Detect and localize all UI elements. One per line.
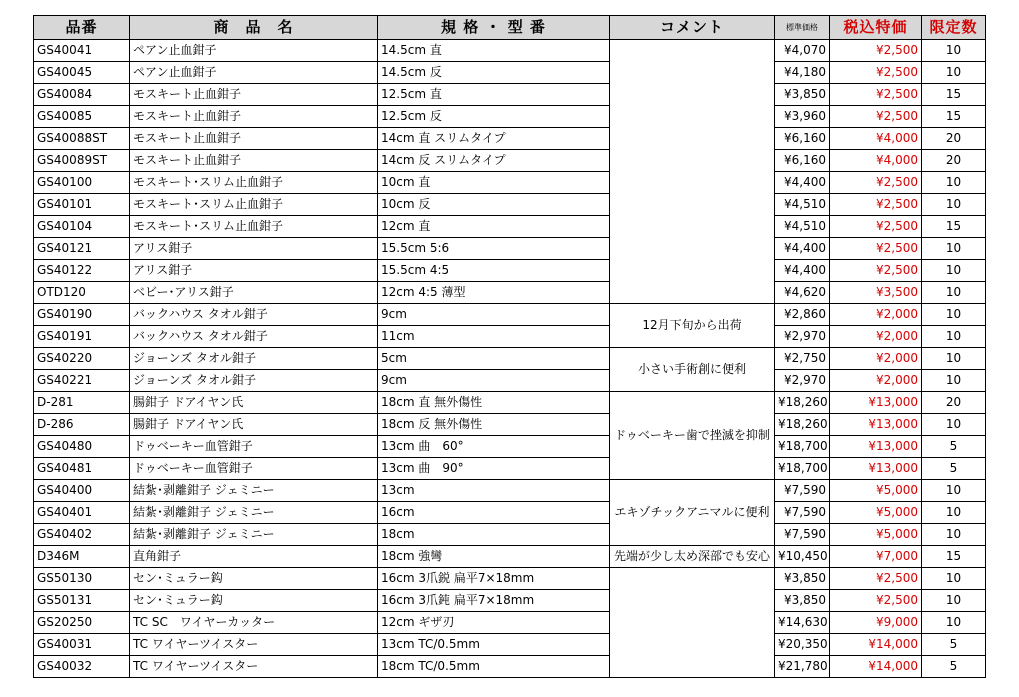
cell-code: GS40031 [34,634,130,656]
cell-code: GS40400 [34,480,130,502]
cell-std-price: ¥21,780 [775,656,830,678]
cell-spec: 15.5cm 4:5 [378,260,610,282]
table-row [34,414,986,436]
cell-std-price: ¥18,260 [775,392,830,414]
cell-limit: 10 [922,238,986,260]
table-row [34,458,986,480]
cell-std-price: ¥4,400 [775,260,830,282]
cell-sale-price: ¥2,500 [830,194,922,216]
header-code: 品番 [34,16,130,40]
cell-name: 直角鉗子 [130,546,378,568]
cell-code: GS40088ST [34,128,130,150]
header-limit: 限定数 [922,16,986,40]
table-body [34,40,986,678]
cell-sale-price: ¥2,000 [830,370,922,392]
cell-sale-price: ¥4,000 [830,128,922,150]
cell-sale-price: ¥5,000 [830,524,922,546]
cell-limit: 15 [922,106,986,128]
cell-code: D346M [34,546,130,568]
cell-sale-price: ¥2,500 [830,84,922,106]
cell-comment: エキゾチックアニマルに便利 [610,480,775,546]
cell-limit: 10 [922,282,986,304]
cell-spec: 16cm 3爪鋭 扁平7×18mm [378,568,610,590]
cell-code: GS40101 [34,194,130,216]
cell-limit: 10 [922,194,986,216]
cell-spec: 15.5cm 5:6 [378,238,610,260]
cell-name: ドゥベーキー血管鉗子 [130,458,378,480]
header-std-price: 標準価格 [775,16,830,40]
cell-sale-price: ¥2,500 [830,62,922,84]
cell-sale-price: ¥5,000 [830,502,922,524]
table-row [34,436,986,458]
cell-comment [610,568,775,678]
cell-spec: 13cm [378,480,610,502]
table-row [34,326,986,348]
table-row [34,392,986,414]
cell-spec: 18cm TC/0.5mm [378,656,610,678]
cell-sale-price: ¥13,000 [830,436,922,458]
header-name: 商 品 名 [130,16,378,40]
cell-sale-price: ¥2,000 [830,326,922,348]
cell-code: D-281 [34,392,130,414]
cell-limit: 15 [922,216,986,238]
cell-limit: 10 [922,612,986,634]
cell-limit: 10 [922,62,986,84]
cell-sale-price: ¥2,000 [830,348,922,370]
cell-sale-price: ¥2,000 [830,304,922,326]
cell-name: ジョーンズ タオル鉗子 [130,370,378,392]
cell-code: GS40100 [34,172,130,194]
cell-std-price: ¥18,700 [775,436,830,458]
cell-code: GS50131 [34,590,130,612]
cell-comment: 小さい手術創に便利 [610,348,775,392]
cell-sale-price: ¥2,500 [830,216,922,238]
cell-code: GS40041 [34,40,130,62]
cell-spec: 16cm 3爪鈍 扁平7×18mm [378,590,610,612]
cell-code: GS40104 [34,216,130,238]
table-row [34,84,986,106]
cell-spec: 18cm 強彎 [378,546,610,568]
cell-name: モスキート･スリム止血鉗子 [130,194,378,216]
cell-std-price: ¥2,860 [775,304,830,326]
cell-spec: 11cm [378,326,610,348]
header-spec: 規 格 ・ 型 番 [378,16,610,40]
cell-spec: 12.5cm 直 [378,84,610,106]
table-row [34,282,986,304]
cell-name: ベビー･アリス鉗子 [130,282,378,304]
cell-std-price: ¥7,590 [775,502,830,524]
table-row [34,656,986,678]
cell-spec: 18cm 反 無外傷性 [378,414,610,436]
table-row [34,172,986,194]
cell-code: GS40190 [34,304,130,326]
cell-name: モスキート･スリム止血鉗子 [130,172,378,194]
cell-limit: 15 [922,546,986,568]
cell-std-price: ¥3,960 [775,106,830,128]
cell-name: モスキート止血鉗子 [130,84,378,106]
cell-sale-price: ¥7,000 [830,546,922,568]
cell-name: TC ワイヤーツイスター [130,634,378,656]
cell-limit: 10 [922,260,986,282]
cell-spec: 10cm 反 [378,194,610,216]
header-comment: コメント [610,16,775,40]
cell-code: GS40121 [34,238,130,260]
cell-spec: 14.5cm 反 [378,62,610,84]
cell-name: ペアン止血鉗子 [130,62,378,84]
table-row [34,348,986,370]
cell-std-price: ¥18,260 [775,414,830,436]
table-row [34,150,986,172]
cell-name: 腸鉗子 ドアイヤン氏 [130,414,378,436]
cell-std-price: ¥18,700 [775,458,830,480]
cell-code: GS40481 [34,458,130,480]
cell-name: アリス鉗子 [130,238,378,260]
cell-limit: 5 [922,656,986,678]
price-list-table [33,15,986,678]
cell-sale-price: ¥9,000 [830,612,922,634]
cell-name: 結紮･剥離鉗子 ジェミニー [130,480,378,502]
table-row [34,106,986,128]
cell-std-price: ¥3,850 [775,590,830,612]
cell-limit: 10 [922,524,986,546]
cell-code: GS40045 [34,62,130,84]
cell-code: GS40085 [34,106,130,128]
cell-sale-price: ¥14,000 [830,656,922,678]
cell-std-price: ¥4,400 [775,238,830,260]
cell-spec: 9cm [378,370,610,392]
cell-name: ペアン止血鉗子 [130,40,378,62]
cell-spec: 12cm 4:5 薄型 [378,282,610,304]
cell-limit: 20 [922,392,986,414]
table-row [34,370,986,392]
cell-limit: 10 [922,326,986,348]
table-row [34,260,986,282]
cell-name: セン･ミュラー鈎 [130,590,378,612]
cell-code: GS40089ST [34,150,130,172]
cell-comment: 先端が少し太め深部でも安心 [610,546,775,568]
cell-code: GS40122 [34,260,130,282]
cell-name: 結紮･剥離鉗子 ジェミニー [130,502,378,524]
cell-sale-price: ¥2,500 [830,238,922,260]
cell-limit: 5 [922,436,986,458]
cell-limit: 10 [922,172,986,194]
header-row [34,16,986,40]
cell-std-price: ¥14,630 [775,612,830,634]
cell-spec: 12cm ギザ刃 [378,612,610,634]
table-row [34,524,986,546]
cell-std-price: ¥4,400 [775,172,830,194]
table-row [34,502,986,524]
cell-limit: 10 [922,348,986,370]
cell-limit: 10 [922,590,986,612]
cell-comment [610,40,775,304]
cell-name: モスキート止血鉗子 [130,128,378,150]
cell-sale-price: ¥2,500 [830,40,922,62]
cell-limit: 5 [922,634,986,656]
cell-code: GS40032 [34,656,130,678]
cell-limit: 10 [922,480,986,502]
cell-spec: 18cm 直 無外傷性 [378,392,610,414]
cell-comment: ドゥベーキー歯で挫滅を抑制 [610,392,775,480]
cell-sale-price: ¥13,000 [830,392,922,414]
cell-std-price: ¥6,160 [775,150,830,172]
cell-code: GS40220 [34,348,130,370]
cell-spec: 9cm [378,304,610,326]
cell-limit: 10 [922,304,986,326]
cell-std-price: ¥7,590 [775,480,830,502]
cell-name: モスキート止血鉗子 [130,106,378,128]
cell-spec: 13cm TC/0.5mm [378,634,610,656]
cell-limit: 20 [922,150,986,172]
cell-spec: 13cm 曲 90° [378,458,610,480]
cell-name: モスキート止血鉗子 [130,150,378,172]
cell-std-price: ¥20,350 [775,634,830,656]
cell-spec: 13cm 曲 60° [378,436,610,458]
cell-limit: 10 [922,414,986,436]
cell-sale-price: ¥13,000 [830,458,922,480]
cell-sale-price: ¥2,500 [830,568,922,590]
cell-std-price: ¥3,850 [775,568,830,590]
cell-std-price: ¥4,620 [775,282,830,304]
cell-comment: 12月下旬から出荷 [610,304,775,348]
cell-sale-price: ¥2,500 [830,172,922,194]
cell-std-price: ¥4,510 [775,216,830,238]
cell-spec: 14cm 直 スリムタイプ [378,128,610,150]
cell-sale-price: ¥4,000 [830,150,922,172]
cell-limit: 10 [922,370,986,392]
cell-limit: 10 [922,40,986,62]
cell-limit: 10 [922,568,986,590]
cell-spec: 12.5cm 反 [378,106,610,128]
cell-limit: 15 [922,84,986,106]
cell-std-price: ¥4,510 [775,194,830,216]
table-row [34,612,986,634]
cell-spec: 14cm 反 スリムタイプ [378,150,610,172]
cell-name: 結紮･剥離鉗子 ジェミニー [130,524,378,546]
table-row [34,590,986,612]
cell-std-price: ¥2,970 [775,370,830,392]
cell-std-price: ¥2,750 [775,348,830,370]
cell-code: GS40191 [34,326,130,348]
header-sale-price: 税込特価 [830,16,922,40]
table-row [34,480,986,502]
table-row [34,304,986,326]
cell-name: バックハウス タオル鉗子 [130,326,378,348]
cell-limit: 10 [922,502,986,524]
cell-sale-price: ¥13,000 [830,414,922,436]
cell-std-price: ¥7,590 [775,524,830,546]
table-row [34,216,986,238]
cell-spec: 16cm [378,502,610,524]
cell-std-price: ¥4,180 [775,62,830,84]
cell-spec: 5cm [378,348,610,370]
cell-name: ドゥベーキー血管鉗子 [130,436,378,458]
cell-name: アリス鉗子 [130,260,378,282]
cell-std-price: ¥4,070 [775,40,830,62]
cell-spec: 10cm 直 [378,172,610,194]
cell-name: モスキート･スリム止血鉗子 [130,216,378,238]
cell-limit: 20 [922,128,986,150]
cell-std-price: ¥3,850 [775,84,830,106]
cell-code: OTD120 [34,282,130,304]
cell-code: GS20250 [34,612,130,634]
cell-sale-price: ¥5,000 [830,480,922,502]
cell-name: セン･ミュラー鈎 [130,568,378,590]
cell-sale-price: ¥2,500 [830,260,922,282]
cell-limit: 5 [922,458,986,480]
table-row [34,128,986,150]
cell-name: ジョーンズ タオル鉗子 [130,348,378,370]
cell-code: GS40402 [34,524,130,546]
table-row [34,40,986,62]
table-row [34,634,986,656]
cell-sale-price: ¥2,500 [830,590,922,612]
cell-sale-price: ¥14,000 [830,634,922,656]
cell-code: GS40221 [34,370,130,392]
cell-name: TC ワイヤーツイスター [130,656,378,678]
table-row [34,238,986,260]
table-row [34,194,986,216]
cell-spec: 14.5cm 直 [378,40,610,62]
cell-code: GS50130 [34,568,130,590]
cell-code: GS40480 [34,436,130,458]
table-row [34,546,986,568]
cell-sale-price: ¥2,500 [830,106,922,128]
table-row [34,568,986,590]
cell-code: GS40401 [34,502,130,524]
cell-code: GS40084 [34,84,130,106]
cell-name: TC SC ワイヤーカッター [130,612,378,634]
cell-name: 腸鉗子 ドアイヤン氏 [130,392,378,414]
cell-spec: 12cm 直 [378,216,610,238]
cell-sale-price: ¥3,500 [830,282,922,304]
cell-spec: 18cm [378,524,610,546]
table-row [34,62,986,84]
cell-std-price: ¥2,970 [775,326,830,348]
cell-code: D-286 [34,414,130,436]
cell-name: バックハウス タオル鉗子 [130,304,378,326]
cell-std-price: ¥6,160 [775,128,830,150]
cell-std-price: ¥10,450 [775,546,830,568]
